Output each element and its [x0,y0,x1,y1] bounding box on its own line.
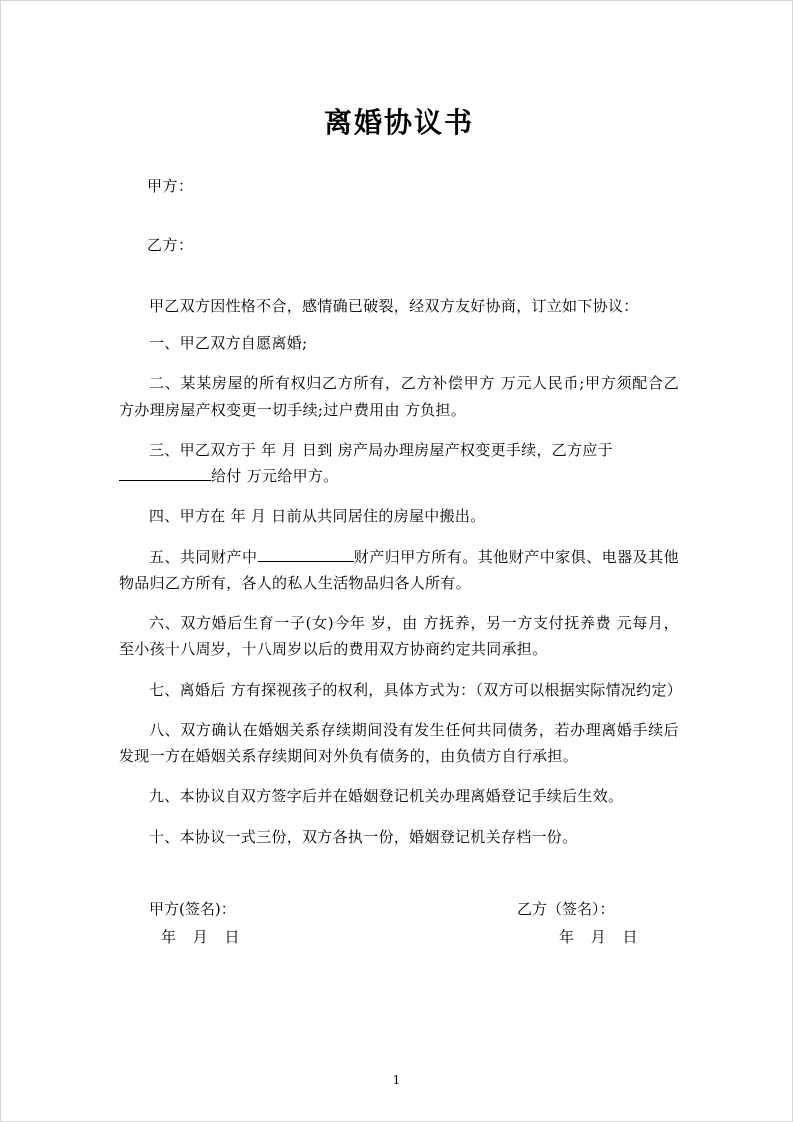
clause-3-part1: 三、甲乙双方于 年 月 日到 房产局办理房屋产权变更手续，乙方应于 [149,440,613,459]
clause-8: 八、双方确认在婚姻关系存续期间没有发生任何共同债务，若办理离婚手续后发现一方在婚姻关系存续期间对外负有债务的，由负债方自行承担。 [119,720,679,765]
agreement-intro: 甲乙双方因性格不合，感情确已破裂，经双方友好协商，订立如下协议： [149,297,639,315]
clause-3-blank [119,465,211,481]
page-number: 1 [392,1073,401,1087]
page-title: 离婚协议书 [323,106,474,139]
clause-3 [119,437,679,490]
signature-party-a: 甲方(签名)： [149,899,236,918]
clause-4: 四、甲方在 年 月 日前从共同居住的房屋中搬出。 [149,507,486,526]
signature-date-a: 年 月 日 [161,927,246,946]
signature-block [119,898,679,968]
clause-5-part2: 财产归甲方所有。其他财产中家俱、电器及其他物品归乙方所有，各人的私人生活物品归各人所有。 [119,547,679,592]
party-b-line: 乙方： [147,236,194,254]
clause-9: 九、本协议自双方签字后并在婚姻登记机关办理离婚登记手续后生效。 [149,787,624,806]
signature-party-b: 乙方（签名）： [517,899,615,918]
clause-5 [119,544,679,597]
signature-date-b: 年 月 日 [559,927,644,946]
clause-3-part2: 给付 万元给甲方。 [211,467,339,485]
clause-7: 七、离婚后 方有探视孩子的权利，具体方式为：（双方可以根据实际情况约定） [149,680,683,699]
party-a-line: 甲方： [147,177,194,195]
clause-10: 十、本协议一式三份，双方各执一份，婚姻登记机关存档一份。 [149,827,578,846]
clause-5-part1: 五、共同财产中 [149,547,258,566]
clause-2: 二、某某房屋的所有权归乙方所有，乙方补偿甲方 万元人民币;甲方须配合乙方办理房屋产权变更一切手续;过户费用由 方负担。 [119,374,679,419]
document-body [119,1,683,968]
clause-5-blank [258,546,354,562]
clause-1: 一、甲乙双方自愿离婚; [149,334,308,352]
clause-6: 六、双方婚后生育一子(女)今年 岁，由 方抚养，另一方支付抚养费 元每月，至小孩十八周岁，十八周岁以后的费用双方协商约定共同承担。 [119,614,679,659]
